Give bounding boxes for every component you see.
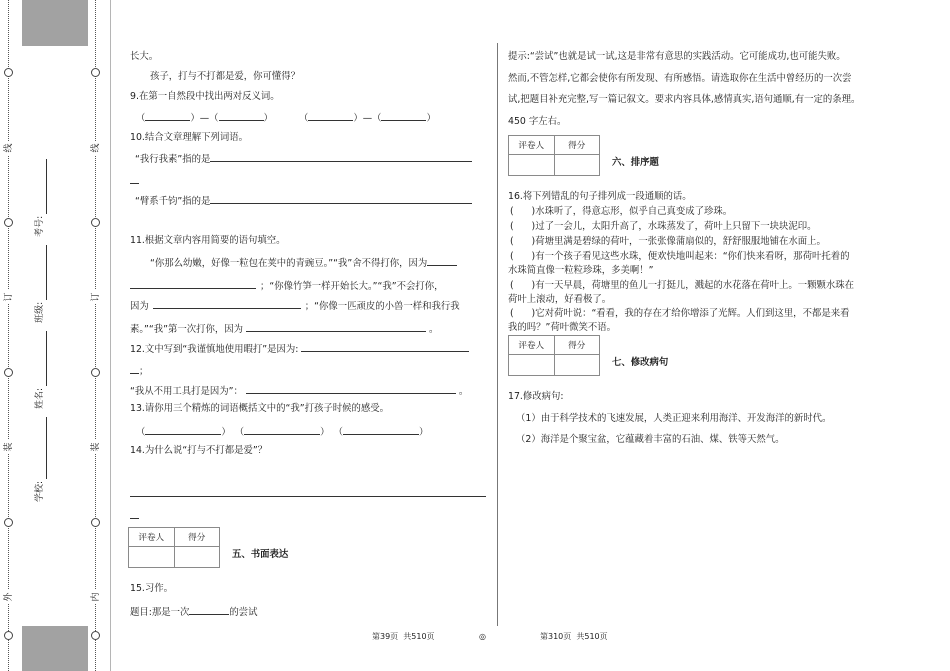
q11-prompt: 11.根据文章内容用简要的语句填空。 xyxy=(130,235,286,246)
answer-blank xyxy=(301,342,469,352)
column-divider xyxy=(497,43,498,626)
q14-answer-wrap xyxy=(130,509,139,521)
answer-blank xyxy=(145,425,221,435)
answer-blank xyxy=(130,174,139,184)
q15-title-line xyxy=(130,605,258,617)
q14-answer-line xyxy=(130,487,486,499)
passage-closing: 孩子，打与不打都是爱，你可懂得？ xyxy=(150,71,301,82)
q15-title-a: 题目:那是一次 xyxy=(130,607,190,618)
score-cell xyxy=(554,355,600,376)
q16-item-text: 有一个孩子看见这些水珠，便欢快地叫起来：“你们快来看呀，那荷叶托着的 xyxy=(535,251,850,262)
inner-line-char: 装 xyxy=(89,440,103,454)
cut-circle-icon xyxy=(4,368,13,377)
q16-item-text: 水珠听了，得意忘形，似乎自己真变成了珍珠。 xyxy=(535,206,733,217)
pair-dash: — xyxy=(199,113,210,124)
inner-line-char: 内 xyxy=(89,590,103,604)
answer-blank xyxy=(210,194,472,204)
exam-number-field xyxy=(33,159,47,237)
answer-blank xyxy=(130,487,486,497)
q15-hint-line: 然而,不管怎样,它都会使你有所发现、有所感悟。请选取你在生活中曾经历的一次尝 xyxy=(508,73,852,84)
paren-close: ） xyxy=(426,113,436,124)
answer-blank xyxy=(244,425,320,435)
q11-line4 xyxy=(130,322,438,334)
answer-blank xyxy=(308,111,353,121)
section-heading: 七、修改病句 xyxy=(612,357,669,368)
q13-prompt: 13.请你用三个精炼的词语概括文中的“我”打孩子时候的感受。 xyxy=(130,403,390,414)
paren-close: ） xyxy=(190,113,200,124)
inner-line-char: 线 xyxy=(89,141,103,155)
cut-circle-icon xyxy=(91,368,100,377)
q16-item-cont: 荷叶上滚动，好看极了。 xyxy=(508,294,612,305)
grader-cell xyxy=(509,355,555,376)
school-label: 学校: xyxy=(35,480,45,502)
paren-open: （ xyxy=(136,427,146,438)
q10-prompt: 10.结合文章理解下列词语。 xyxy=(130,132,249,143)
paren-open: （ xyxy=(209,113,219,124)
cut-circle-icon xyxy=(4,68,13,77)
q12-wrap xyxy=(130,364,148,376)
cut-circle-icon xyxy=(4,631,13,640)
answer-blank xyxy=(189,605,229,615)
name-field xyxy=(33,331,47,409)
q15-title-b: 的尝试 xyxy=(229,607,258,618)
q11-text: “你那么幼嫩，好像一粒包在荚中的青豌豆。”“我”舍不得打你，因为 xyxy=(150,258,428,269)
order-bracket: ( ) xyxy=(510,221,536,232)
q11-line2 xyxy=(130,279,443,291)
q16-item-text: 过了一会儿，太阳升高了，水珠蒸发了，荷叶上只留下一块块泥印。 xyxy=(535,221,817,232)
paren-open: （ xyxy=(372,113,382,124)
inner-line-char: 订 xyxy=(89,290,103,304)
answer-blank xyxy=(210,152,472,162)
section-heading: 六、排序题 xyxy=(612,157,659,168)
q10-term1: “我行我素”指的是 xyxy=(135,154,211,165)
paren-close: ） xyxy=(320,427,330,438)
q11-text: 。 xyxy=(429,324,439,335)
passage-end: 长大。 xyxy=(130,51,159,62)
q16-item-text: 有一天早晨，荷塘里的鱼儿一打挺儿，溅起的水花落在荷叶上。一颗颗水珠在 xyxy=(535,280,854,291)
q17-item: （2）海洋是个聚宝盆，它蕴藏着丰富的石油、煤、铁等天然气。 xyxy=(516,434,785,445)
q14-prompt: 14.为什么说“打与不打都是爱”？ xyxy=(130,445,268,456)
answer-blank xyxy=(130,279,256,289)
q10-term1-wrap xyxy=(130,174,139,186)
q16-item xyxy=(510,308,849,320)
exam-number-blank xyxy=(36,159,47,214)
q12-line1 xyxy=(130,342,469,354)
q12-part2: “我从不用工具打是因为”： xyxy=(130,386,243,397)
q13-answer-line xyxy=(136,425,428,437)
paren-close: ） xyxy=(221,427,231,438)
outer-line-char: 线 xyxy=(2,141,16,155)
inner-cut-line xyxy=(95,0,96,671)
outer-line-char: 装 xyxy=(2,440,16,454)
q16-item xyxy=(510,251,849,263)
score-box xyxy=(508,335,600,376)
answer-blank xyxy=(153,299,301,309)
order-bracket: ( ) xyxy=(510,206,536,217)
q11-text: 素。”“我”第一次打你，因为 xyxy=(130,324,244,335)
cut-circle-icon xyxy=(91,518,100,527)
grader-header: 评卷人 xyxy=(129,528,175,547)
q11-text: ；“你像一匹顽皮的小兽一样和我行我 xyxy=(304,301,460,312)
q15-hint-line: 试,把题目补充完整,写一篇记叙文。要求内容具体,感情真实,语句通顺,有一定的条理。 xyxy=(508,94,861,105)
q15-hint-line: 提示:“尝试”也就是试一试,这是非常有意思的实践活动。它可能成功,也可能失败。 xyxy=(508,51,846,62)
right-column xyxy=(506,0,936,630)
paren-open: （ xyxy=(298,113,309,124)
score-box xyxy=(128,527,220,568)
order-bracket: ( ) xyxy=(510,236,536,247)
school-field xyxy=(33,417,47,502)
q16-item-cont: 我的吗？”荷叶微笑不语。 xyxy=(508,322,616,333)
center-mark-icon: ◎ xyxy=(479,632,486,641)
answer-blank xyxy=(130,364,139,374)
grader-header: 评卷人 xyxy=(509,336,555,355)
q16-item-text: 荷塘里满是碧绿的荷叶，一张张像蒲扇似的，舒舒服服地铺在水面上。 xyxy=(535,236,826,247)
q15-hint-line: 450 字左右。 xyxy=(508,116,567,127)
student-info-fields xyxy=(33,150,47,530)
q12-line2 xyxy=(130,384,468,396)
q11-line3 xyxy=(130,299,460,311)
paren-open: （ xyxy=(234,427,245,438)
q11-line1 xyxy=(150,256,457,268)
q16-item-cont: 水珠简直像一粒粒珍珠，多美啊！” xyxy=(508,265,654,276)
section-heading: 五、书面表达 xyxy=(232,549,289,560)
paren-close: ） xyxy=(353,113,363,124)
q9-answer-line xyxy=(136,111,436,123)
paren-close: ） xyxy=(263,113,273,124)
name-blank xyxy=(36,331,47,386)
q16-item xyxy=(510,280,854,292)
cut-circle-icon xyxy=(4,518,13,527)
paren-open: （ xyxy=(136,113,146,124)
class-field xyxy=(33,245,47,323)
answer-blank xyxy=(246,322,426,332)
q16-item xyxy=(510,236,826,248)
q10-term2: “臂系千钧”指的是 xyxy=(135,196,211,207)
margin-rule xyxy=(110,0,111,671)
cut-circle-icon xyxy=(91,68,100,77)
answer-blank xyxy=(145,111,190,121)
score-header: 得分 xyxy=(554,136,600,155)
q16-prompt: 16.将下列错乱的句子排列成一段通顺的话。 xyxy=(508,191,692,202)
q15-prompt: 15.习作。 xyxy=(130,583,174,594)
page-number-left: 第39页 共510页 xyxy=(372,632,435,641)
q10-term1-line xyxy=(135,152,472,164)
order-bracket: ( ) xyxy=(510,251,536,262)
cut-circle-icon xyxy=(4,218,13,227)
grader-cell xyxy=(509,155,555,176)
page-number-right: 第310页 共510页 xyxy=(540,632,608,641)
name-label: 姓名: xyxy=(35,387,45,409)
score-cell xyxy=(174,547,220,568)
cut-circle-icon xyxy=(91,218,100,227)
binding-strip-bottom xyxy=(22,626,88,671)
score-box xyxy=(508,135,600,176)
school-blank xyxy=(36,417,47,479)
score-header: 得分 xyxy=(554,336,600,355)
q16-item xyxy=(510,206,732,218)
answer-blank xyxy=(219,111,264,121)
answer-blank xyxy=(343,425,419,435)
binding-strip-top xyxy=(22,0,88,46)
outer-line-char: 订 xyxy=(2,290,16,304)
class-blank xyxy=(36,245,47,300)
class-label: 班级: xyxy=(35,301,45,323)
outer-line-char: 外 xyxy=(2,590,16,604)
q16-item xyxy=(510,221,816,233)
q11-text: 因为 xyxy=(130,301,149,312)
q12-cont-end: ； xyxy=(139,366,149,377)
paren-open: （ xyxy=(333,427,343,438)
q9-prompt: 9.在第一自然段中找出两对反义词。 xyxy=(130,91,280,102)
q16-item-text: 它对荷叶说：“看看，我的存在才给你增添了光辉。人们到这里，不都是来看 xyxy=(535,308,850,319)
q12-part2-end: 。 xyxy=(458,386,469,397)
q12-prompt: 12.文中写到“我谨慎地使用暇打”是因为: xyxy=(130,344,299,355)
grader-cell xyxy=(129,547,175,568)
answer-blank xyxy=(381,111,426,121)
answer-blank xyxy=(246,384,456,394)
q17-prompt: 17.修改病句: xyxy=(508,391,564,402)
grader-header: 评卷人 xyxy=(509,136,555,155)
q17-item: （1）由于科学技术的飞速发展，人类正迎来利用海洋、开发海洋的新时代。 xyxy=(516,413,832,424)
paren-close: ） xyxy=(418,427,429,438)
answer-blank xyxy=(130,509,139,519)
score-header: 得分 xyxy=(174,528,220,547)
q11-text: ；“你像竹笋一样开始长大。”“我”不会打你， xyxy=(260,281,444,292)
outer-cut-line xyxy=(8,0,9,671)
pair-dash: — xyxy=(362,113,373,124)
score-cell xyxy=(554,155,600,176)
left-column xyxy=(128,0,492,630)
order-bracket: ( ) xyxy=(510,280,536,291)
answer-blank xyxy=(427,256,457,266)
q10-term2-line xyxy=(135,194,472,206)
exam-number-label: 考号: xyxy=(35,215,45,237)
order-bracket: ( ) xyxy=(510,308,536,319)
cut-circle-icon xyxy=(91,631,100,640)
